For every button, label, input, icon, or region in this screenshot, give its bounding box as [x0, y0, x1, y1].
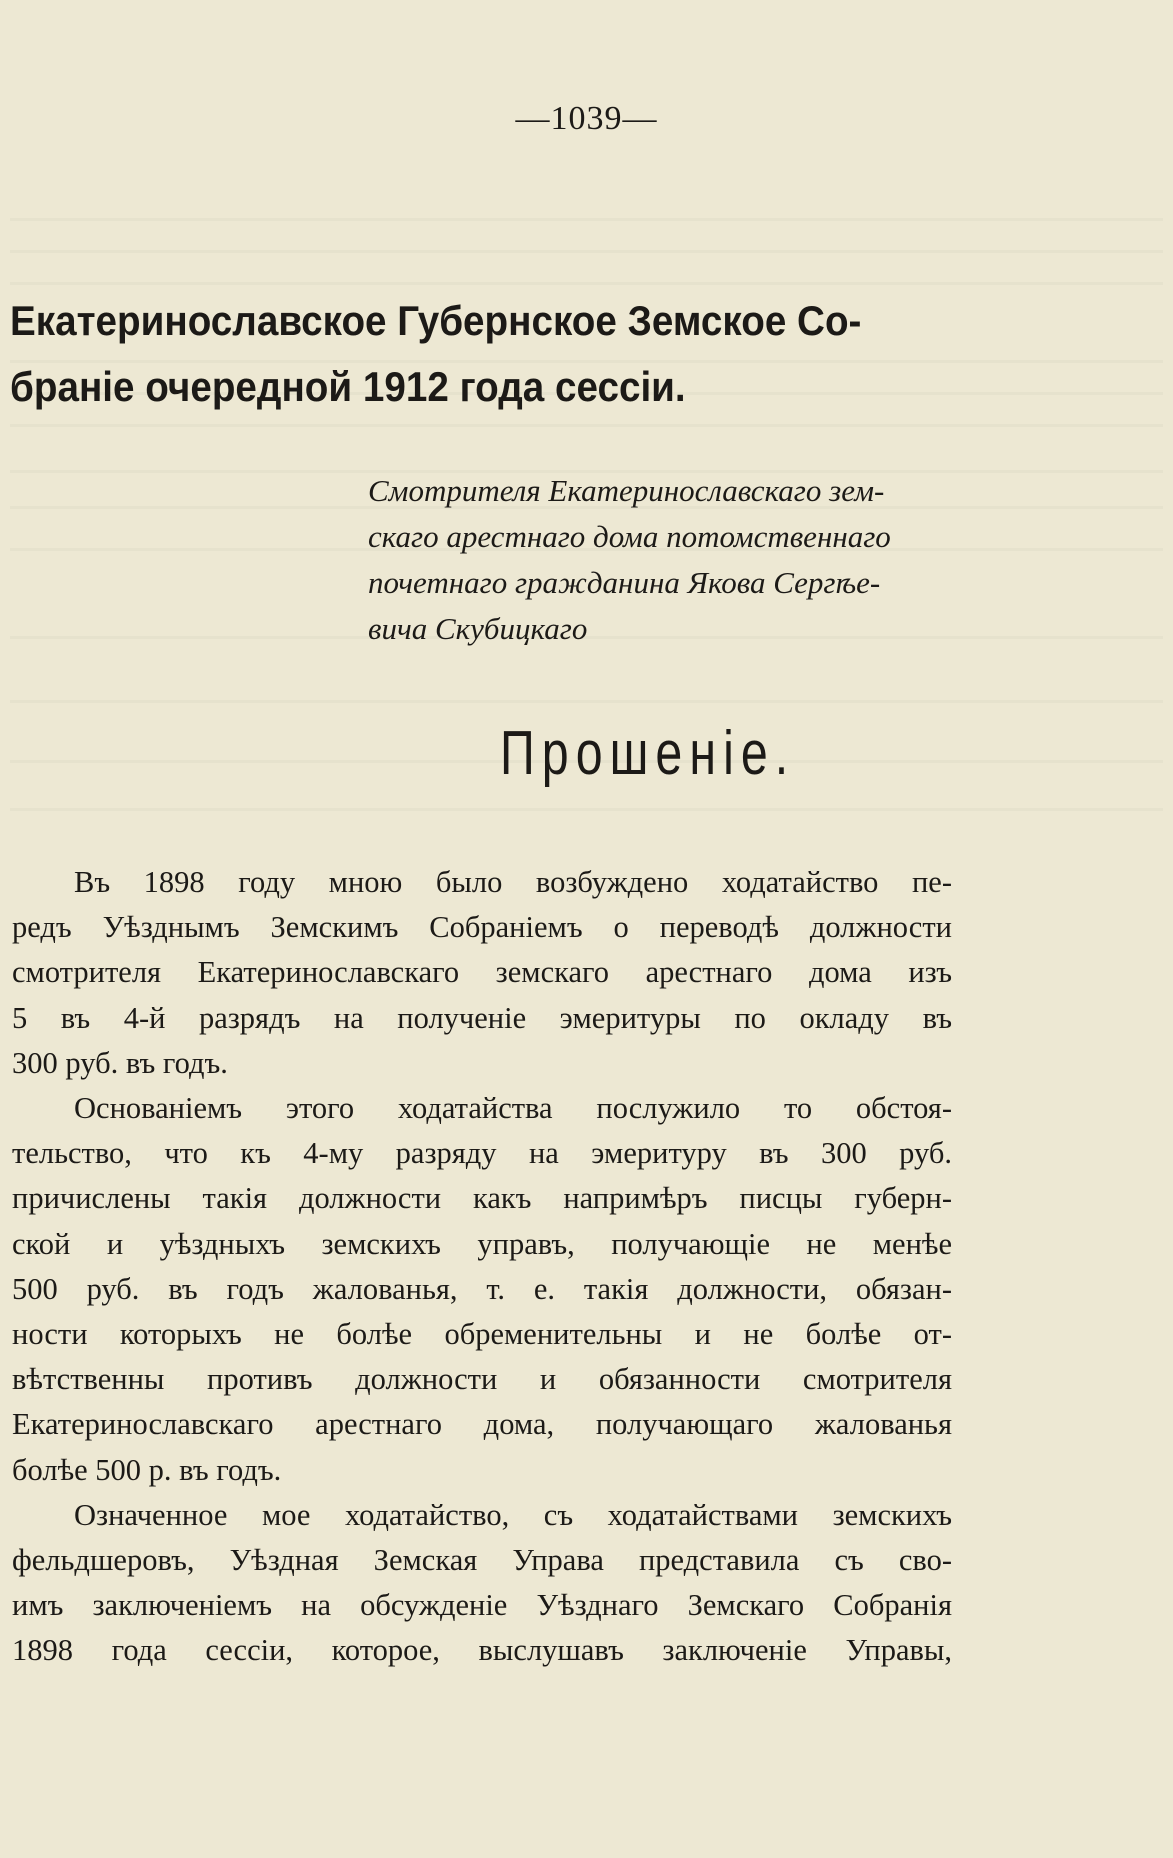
text-line: болѣе 500 р. въ годъ. [12, 1452, 282, 1487]
heading-line: бранiе очередной 1912 года сессiи. [10, 363, 686, 410]
text-line: Основанiемъ этого ходатайства послужило то обстоя- [74, 1091, 952, 1126]
paragraph [12, 860, 952, 1086]
text-line: Въ 1898 году мною было возбуждено ходатайство пе- [74, 865, 952, 899]
text-line: ской и уѣздныхъ земскихъ управъ, получающiе не менѣе [12, 1226, 952, 1261]
text-line: 300 руб. въ годъ. [12, 1045, 228, 1080]
text-line: смотрителя Екатеринославскаго земскаго арестнаго дома изъ [12, 955, 952, 990]
body-text [12, 860, 952, 1674]
heading-line: Екатеринославское Губернское Земское Со- [10, 297, 862, 344]
text-line: тельство, что къ 4-му разряду на эмеритуру въ 300 руб. [12, 1136, 952, 1171]
text-line: вѣтственны противъ должности и обязанности смотрителя [12, 1362, 952, 1397]
paragraph [12, 1493, 952, 1674]
document-title: Прошенiе. [500, 719, 796, 788]
text-line: 5 въ 4-й разрядъ на полученiе эмеритуры по окладу въ [12, 1000, 952, 1035]
petitioner-line: вича Скубицкаго [368, 611, 588, 646]
petitioner-line: скаго арестнаго дома потомственнаго [368, 519, 891, 554]
text-line: 500 руб. въ годъ жалованья, т. е. такiя должности, обязан- [12, 1271, 952, 1306]
petitioner-block [368, 468, 978, 652]
page-number: —1039— [515, 100, 658, 137]
text-line: Екатеринославскаго арестнаго дома, получающаго жалованья [12, 1407, 952, 1442]
text-line: причислены такiя должности какъ напримѣръ писцы губерн- [12, 1181, 952, 1216]
text-line: Означенное мое ходатайство, съ ходатайствами земскихъ [74, 1497, 952, 1532]
petitioner-line: Смотрителя Екатеринославскаго зем- [368, 473, 885, 508]
text-line: редъ Уѣзднымъ Земскимъ Собранiемъ о переводѣ должности [12, 910, 952, 945]
text-line: фельдшеровъ, Уѣздная Земская Управа представила съ сво- [12, 1543, 952, 1578]
petitioner-line: почетнаго гражданина Якова Сергѣе- [368, 565, 881, 600]
text-line: 1898 года сессiи, которое, выслушавъ заключенiе Управы, [12, 1633, 952, 1668]
paragraph [12, 1086, 952, 1493]
heading [10, 288, 893, 420]
text-line: имъ заключенiемъ на обсужденiе Уѣзднаго Земскаго Собранiя [12, 1588, 952, 1623]
text-line: ности которыхъ не болѣе обременительны и не болѣе от- [12, 1317, 952, 1352]
